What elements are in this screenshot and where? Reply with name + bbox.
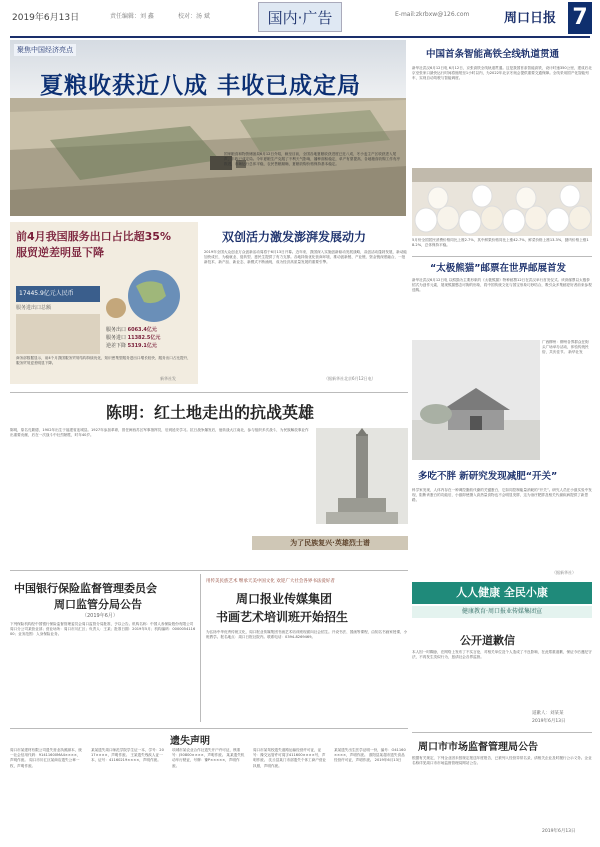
- apology-title: 公开道歉信: [460, 634, 515, 647]
- services-headline-1: 前4月我国服务出口占比超35%: [16, 230, 171, 243]
- rail-headline: 中国首条智能高铁全线轨道贯通: [426, 49, 560, 60]
- engines-body: 2019年全国大众创业万众创新活动周将于6月13日开幕。近年来，我国深入实施创新驱动发展战略，双创活动蓬勃发展，新动能加快成长，为稳就业、促转型、惠民生提供了有力支撑。各地持续优化营商环境，推动创新链、产业链、资金链深度融合，一批新技术、新产品、新业态、新模式不断涌现，成为经济高质量发展的重要引擎。: [204, 250, 407, 265]
- hero-story: [10, 394, 408, 564]
- rail-body: 新华社武汉6月12日电 6月12日，京张高铁全线轨道贯通。这是我国首条智能高铁，设计时速350公里，建成后北京至张家口最快运行时间将缩短至1小时以内，为2022年北京冬奥会提供重要交通保障。全线采用国产化智能列车，实现自动驾驶与智能调度。: [412, 66, 592, 81]
- hero-headline: 陈明：红土地走出的抗战英雄: [106, 403, 315, 422]
- market-body: 根据有关规定，下列企业因未按规定报送年度报告，已被列入经营异常名录，请相关企业及时履行公示义务。企业名称详见周口市市场监督管理局网站公告。: [412, 756, 592, 766]
- health-banner-main: 人人健康 全民小康: [412, 582, 592, 604]
- calligraphy-title-2: 书画艺术培训班开始招生: [216, 610, 349, 624]
- apology-body: 本人因一时糊涂，在网络上发布了不实言论，对相关单位及个人造成了不良影响，在此郑重道歉，保证今后遵纪守法，不再发生类似行为，恳请社会各界监督。: [412, 650, 592, 660]
- stat-total-label: 服务进出口总额: [16, 305, 52, 311]
- fragment-headline: 多吃不胖 新研究发现减肥“开关”: [418, 471, 558, 482]
- cbirc-notice: [10, 574, 196, 722]
- hero-body: 陈明，原名孔繁德，1902年出生于福建省连城县。1927年参加革命，曾任闽西苏区军事指挥员，后到延安学习。抗日战争爆发后，他转战大江南北，参与组织多次战斗，为民族解放事业作出重要贡献，后在一次战斗中壮烈牺牲，时年40岁。: [10, 428, 309, 438]
- masthead-email: E-mail:zkrbxw@126.com: [395, 11, 470, 18]
- services-headline-2: 服贸逆差明显下降: [16, 246, 104, 259]
- masthead-line: [10, 36, 590, 38]
- fragment-source: （据新华社）: [552, 570, 576, 575]
- stat-import-label: 服务进口: [106, 335, 127, 341]
- services-infographic: [10, 222, 198, 384]
- temple-story: [412, 340, 592, 464]
- stat-import-value: 11382.5亿元: [127, 335, 161, 341]
- divider: [412, 732, 592, 733]
- grain-headline: 夏粮收获近八成 丰收已成定局: [40, 73, 362, 99]
- stat-deficit-value: 5319.1亿元: [127, 343, 157, 349]
- masthead-editor: 责任编辑：刘 鑫: [110, 13, 154, 20]
- engines-source: （据新华社北京6月12日电）: [324, 376, 376, 381]
- apology-notice: [412, 628, 592, 728]
- stat-export: [106, 326, 192, 333]
- stat-deficit: [106, 342, 192, 349]
- divider: [10, 728, 408, 729]
- health-banner: [412, 582, 592, 622]
- panda-story: [412, 258, 592, 338]
- paper-name: 周口日报: [504, 11, 557, 26]
- calligraphy-ad: [206, 574, 408, 722]
- stat-total-value: 17445.9亿元人民币: [19, 290, 74, 297]
- hero-banner: 为了民族复兴·英雄烈士谱: [252, 536, 408, 550]
- page-number: 7: [568, 2, 592, 34]
- market-title: 周口市市场监督管理局公告: [418, 742, 538, 753]
- health-banner-sub: 健康教育·周口报业传媒集团宣: [412, 606, 592, 618]
- panda-body: 新华社武汉6月12日电 以熊猫为主要形象的《太极熊猫》特种邮票12日在武汉举行首发仪式。该套邮票以太极拳招式为创作元素，展现熊猫憨态可掬的形象，将中国传统文化与国宝形象巧妙结合，吸引众多集邮爱好者前来参观选购。: [412, 278, 592, 293]
- grain-kicker: 聚焦中国经济亮点: [14, 44, 76, 56]
- calligraphy-body: 为弘扬中华优秀传统文化，周口报业传媒集团书画艺术培训班现面向社会招生。开设书法、国画等课程，由知名书画家授课，小班教学。报名地点：周口日报社院内。联系电话：0394-8269469。: [206, 630, 408, 640]
- masthead-date: 2019年6月13日: [12, 13, 80, 23]
- egg-photo: [412, 168, 592, 236]
- egg-caption: 5月份全国居民消费价格同比上涨2.7%，其中鲜果价格同比上涨42.7%，鲜菜价格上涨13.3%，猪肉价格上涨18.2%，总体保持平稳。: [412, 238, 589, 248]
- lost-notices: [10, 730, 408, 842]
- temple-photo: [412, 340, 540, 460]
- lost-notice-col-3: 项城市某农业合作社遗失开户许可证，核准号：J50800××××，声明作废。 某某遗失机动车行驶证，号牌：豫P×××××，声明作废。: [172, 748, 245, 768]
- divider: [10, 570, 408, 571]
- market-notice: [412, 734, 592, 840]
- engines-story: [204, 222, 408, 386]
- grain-body: 国家粮食和物资储备局6月12日介绍，截至目前，全国各地夏粮收获进度已近八成，冬小麦主产区收获进入尾声，丰收已成定局。今年夏粮生产克服了不利天气影响，播种面积稳定，单产有望提高，各地粮食收购工作有序推进，市场运行总体平稳，农民售粮顺畅，夏粮收购价格保持基本稳定。: [224, 152, 401, 167]
- temple-caption: 广西柳州：柳州各界群众在街头广场举办活动，体验传统民俗，共庆佳节。 新华社发: [542, 340, 589, 355]
- lost-notice-col-1: 周口市某建材有限公司遗失营业执照副本，统一社会信用代码：91411600MA4××××，声明作废。 周口市川汇区某商店遗失公章一枚，声明作废。: [10, 748, 82, 768]
- apology-date: 2019年6月13日: [532, 719, 566, 724]
- stat-deficit-label: 逆差下降: [106, 343, 127, 349]
- services-source: 新华社发: [160, 376, 176, 381]
- fragment-story: [412, 466, 592, 578]
- apology-signer: 道歉人：刘某某: [532, 711, 564, 716]
- engines-headline: 双创活力激发澎湃发展动力: [222, 230, 367, 244]
- cbirc-title-1: 中国银行保险监督管理委员会: [14, 582, 157, 595]
- calligraphy-tag: 用传美民族艺术 继承天美中国文化 欢迎广大社会各界书法爱好者: [206, 579, 335, 584]
- services-note-box: [16, 314, 100, 354]
- cbirc-body: 下列保险机构经中国银行保险监督管理委员会周口监管分局批准，予以公告。机构名称：中国人寿保险股份有限公司周口分公司某营业部；营业场所：周口市川汇区；负责人：王某；批准日期：2019年5月；机构编码：000005411600；业务范围：人身保险业务。: [10, 622, 196, 637]
- stat-export-value: 6063.4亿元: [127, 327, 157, 333]
- egg-story: [412, 168, 592, 250]
- divider: [412, 256, 592, 257]
- rail-story: [412, 40, 592, 168]
- divider: [200, 574, 201, 722]
- grain-story: [10, 40, 406, 216]
- divider: [10, 392, 408, 393]
- masthead-proof: 校对：汤 斌: [178, 13, 210, 20]
- section-title: 国内·广告: [258, 2, 342, 32]
- lost-notice-col-5: 某某遗失出生医学证明一份，编号：O41160××××，声明作废。 淮阳县某超市遗失食品经营许可证，声明作废。 2019年6月13日: [334, 748, 406, 763]
- globe-graphic: [96, 262, 192, 324]
- cbirc-title-2: 周口监管分局公告: [54, 598, 142, 611]
- stat-import: [106, 334, 192, 341]
- lost-notice-col-4: 周口市某驾校遗失道路运输经营许可证，证号：豫交运管许可周字411600××××号，声明作废。 沈丘县某门市部遗失个体工商户营业执照，声明作废。: [253, 748, 327, 768]
- lost-notice-col-2: 某某遗失周口师范学院学生证一本，学号：2017××××，声明作废。 王某遗失残疾人证一本，证号：41160219××××，声明作废。: [91, 748, 164, 763]
- stat-export-label: 服务出口: [106, 327, 127, 333]
- monument-photo: [316, 428, 408, 524]
- panda-headline: “太极熊猫”邮票在世界邮展首发: [430, 263, 566, 274]
- masthead: [0, 0, 600, 40]
- calligraphy-title-1: 周口报业传媒集团: [236, 592, 333, 606]
- fragment-body: 科学家发现，人体内存在一种调控脂肪代谢的关键蛋白，它如同控制能量消耗的“开关”。研究人员在小鼠实验中发现，阻断该蛋白的功能后，小鼠即使摄入高热量食物也不会明显发胖，这为治疗肥胖及相关代谢疾病提供了新思路。: [412, 488, 592, 503]
- market-date: 2019年6月13日: [542, 829, 576, 834]
- stat-total: [16, 286, 100, 302]
- services-note: 商务部数据显示，前4个月我国服务贸易结构持续优化，知识密集型服务进出口增长较快，服务出口占比提升，服务贸易逆差明显下降。: [16, 356, 191, 366]
- cbirc-date: （2019年6月）: [82, 613, 118, 619]
- lost-notices-title: 遗失声明: [170, 736, 210, 747]
